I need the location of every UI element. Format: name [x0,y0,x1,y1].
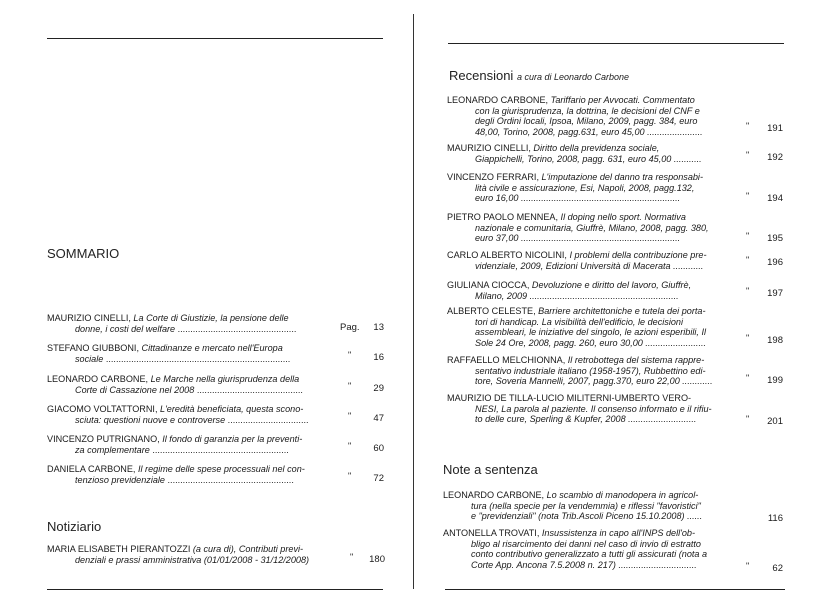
page-gutter [413,14,414,589]
recensione-page-number: 199 [767,375,783,386]
recensione-entry: MAURIZIO DE TILLA-LUCIO MILITERNI-UMBERTO VERO- NESI, La parola al paziente. Il consenso informato e il rifiu- to delle cure, Sperling & Kupfer, 2008 ........................... [447,393,712,424]
recensione-entry: LEONARDO CARBONE, Tariffario per Avvocati. Commentato con la giurisprudenza, la dottrina, le decisioni del CNF e degli Ordini locali, Ipsoa, Milano, 2009, pagg. 384, euro 48,00, Torino, 2008, pagg.631, euro 45,00 ...................... [447,95,703,137]
notiziario-title: Notiziario [47,519,102,534]
recensione-entry: PIETRO PAOLO MENNEA, Il doping nello sport. Normativa nazionale e comunitaria, Giuffrè, Milano, 2008, pagg. 380, euro 37,00 ............................................................... [447,212,709,243]
nota-page-number: 116 [767,513,783,524]
sommario-entry: VINCENZO PUTRIGNANO, Il fondo di garanzia per la preventi- za complementare ...................................................... [47,434,303,455]
sommario-entry: STEFANO GIUBBONI, Cittadinanze e mercato nell'Europa sociale ......................................................................... [47,343,291,364]
recensione-marker: " [746,286,750,296]
sommario-page-number: 16 [373,352,384,363]
recensione-marker: " [746,414,750,424]
recensioni-title: Recensioni a cura di Leonardo Carbone [449,68,630,83]
nota-page-number: 62 [772,563,783,574]
sommario-page-number: 13 [373,322,384,333]
sommario-page-number: 72 [373,473,384,484]
sommario-marker: " [348,411,352,421]
recensione-page-number: 196 [767,257,783,268]
recensione-marker: " [746,150,750,160]
recensione-entry: VINCENZO FERRARI, L'imputazione del danno tra responsabi- lità civile e assicurazione, Esi, Napoli, 2008, pagg.132, euro 16,00 ............................................................... [447,172,703,203]
nota-entry: ANTONELLA TROVATI, Insussistenza in capo all'INPS dell'ob- bligo al risarcimento dei danni nel caso di invio di estratto conto contributivo generalizzato a tutti gli assicurati (nota a Corte App. Ancona 7.5.2008 n. 217) ............................... [443,528,708,570]
sommario-title: SOMMARIO [47,246,120,261]
notiziario-page: 180 [369,554,385,565]
nota-marker: " [746,561,750,571]
sommario-entry: GIACOMO VOLTATTORNI, L'eredità beneficiata, questa scono- sciuta: questioni nuove e controverse ................................ [47,404,309,425]
sommario-page-number: 29 [373,383,384,394]
recensione-page-number: 195 [767,233,783,244]
recensione-marker: " [746,191,750,201]
recensione-entry: ALBERTO CELESTE, Barriere architettoniche e tutela dei porta- tori di handicap. La visibilità dell'edificio, le decisioni assembleari, le iniziative del singolo, le azioni esperibili, Il Sole 24 Ore, 2008, pagg. 260, euro 30,00 ........................ [447,306,707,348]
recensione-page-number: 197 [767,288,783,299]
notiziario-entry: MARIA ELISABETH PIERANTOZZI (a cura di), Contributi previ- denziali e prassi amministrativa (01/01/2008 - 31/12/2008) [47,544,310,565]
pag-label: Pag. [340,322,360,333]
top-rule-left [47,38,383,39]
sommario-marker: " [348,350,352,360]
sommario-entry: DANIELA CARBONE, Il regime delle spese processuali nel con- tenzioso previdenziale .................................................. [47,464,305,485]
recensione-entry: RAFFAELLO MELCHIONNA, Il retrobottega del sistema rappre- sentativo industriale italiano (1958-1957), Rubbettino edi- tore, Soveria Mannelli, 2007, pagg.370, euro 22,00 ............ [447,355,713,386]
sommario-page-number: 60 [373,443,384,454]
notiziario-marker: " [350,552,354,562]
nota-entry: LEONARDO CARBONE, Lo scambio di manodopera in agricol- tura (nella specie per la vendemmia) e riflessi "favoristici" e "previdenziali" (nota Trib.Ascoli Piceno 15.10.2008) ...... [443,490,703,521]
recensione-page-number: 191 [767,123,783,134]
recensione-entry: MAURIZIO CINELLI, Diritto della previdenza sociale, Giappichelli, Torino, 2008, pagg. 631, euro 45,00 ........... [447,143,702,164]
bottom-rule-right [445,589,785,590]
recensione-entry: GIULIANA CIOCCA, Devoluzione e diritto del lavoro, Giuffrè, Milano, 2009 ........................................................... [447,280,692,301]
sommario-page-number: 47 [373,413,384,424]
sommario-entry: LEONARDO CARBONE, Le Marche nella giurisprudenza della Corte di Cassazione nel 2008 .......................................... [47,374,303,395]
note-title: Note a sentenza [443,462,538,477]
recensione-marker: " [746,231,750,241]
recensione-page-number: 194 [767,193,783,204]
sommario-entry: MAURIZIO CINELLI, La Corte di Giustizie, la pensione delle donne, i costi del welfare ............................................... [47,313,297,334]
top-rule-right [448,43,784,44]
recensione-marker: " [746,373,750,383]
recensione-marker: " [746,121,750,131]
recensione-page-number: 198 [767,335,783,346]
recensione-marker: " [746,255,750,265]
recensione-page-number: 192 [767,152,783,163]
recensione-marker: " [746,333,750,343]
sommario-marker: " [348,471,352,481]
recensione-entry: CARLO ALBERTO NICOLINI, I problemi della contribuzione pre- videnziale, 2009, Edizioni Università di Macerata ............ [447,250,707,271]
bottom-rule-left [47,589,383,590]
recensione-page-number: 201 [767,416,783,427]
sommario-marker: " [348,381,352,391]
sommario-marker: " [348,441,352,451]
